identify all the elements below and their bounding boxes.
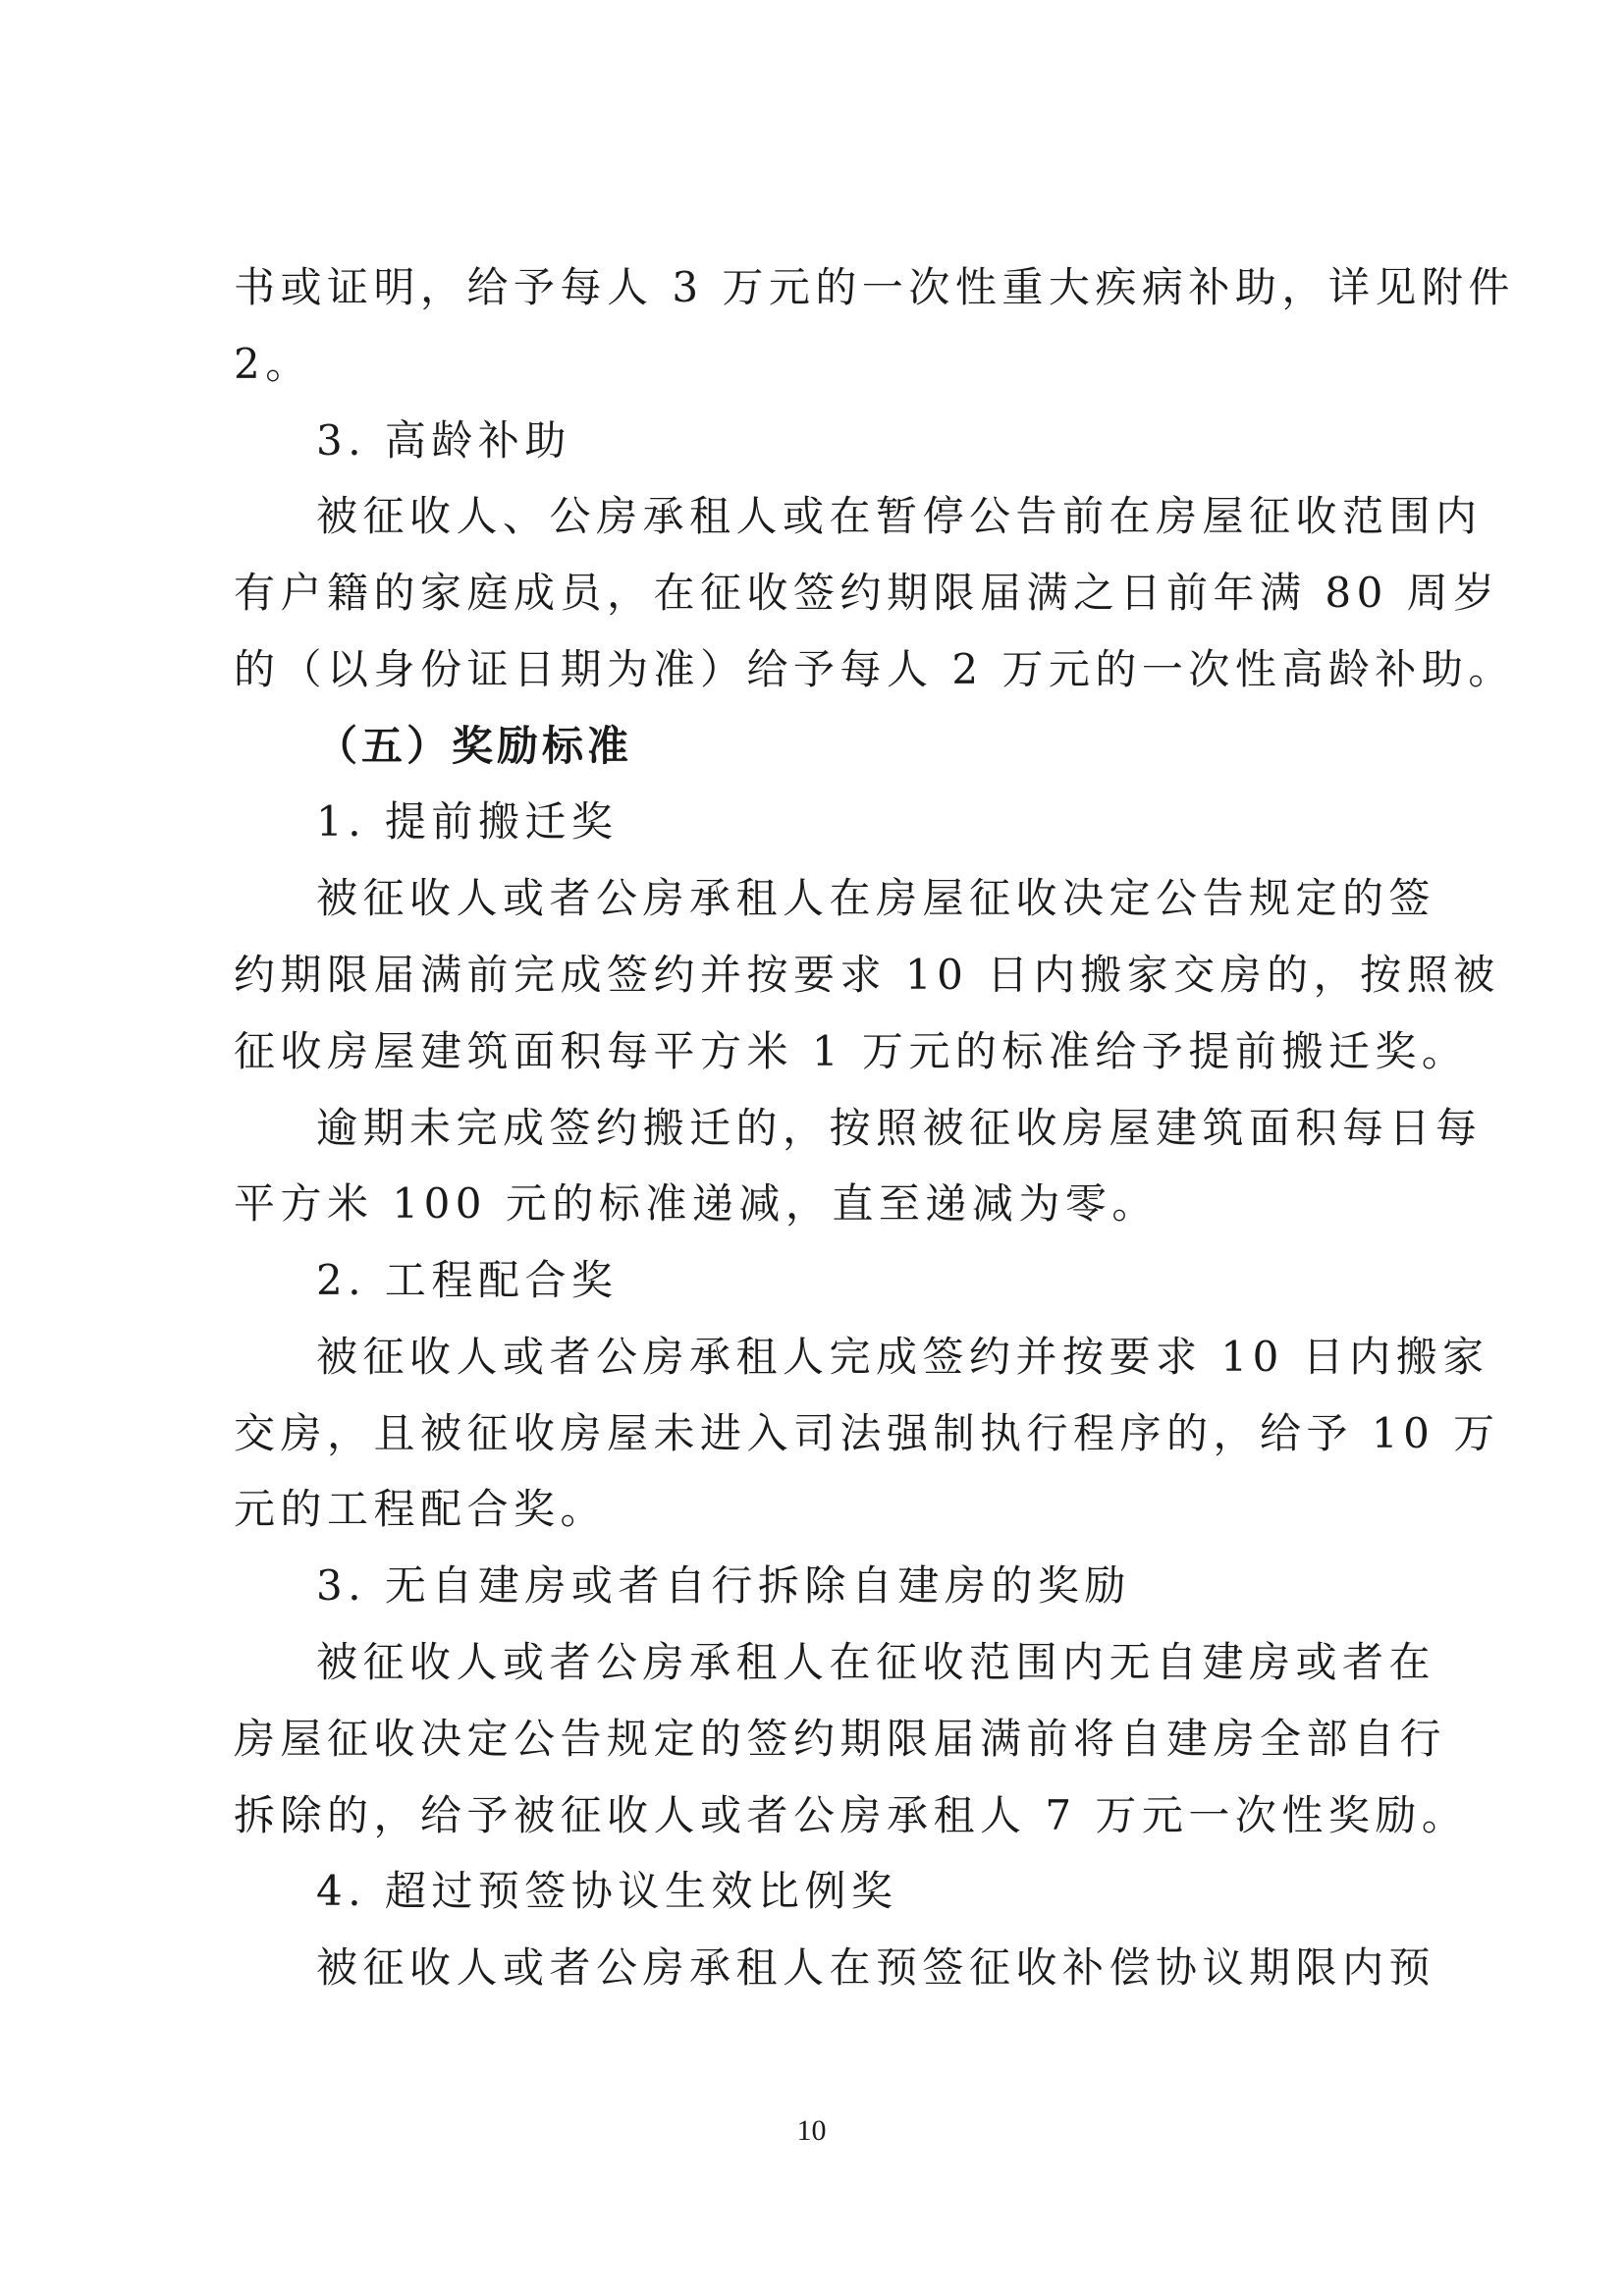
body-text-line: 平方米 100 元的标准递减，直至递减为零。 — [234, 1179, 1159, 1228]
body-text-line: 拆除的，给予被征收人或者公房承租人 7 万元一次性奖励。 — [234, 1791, 1469, 1839]
body-text-line: 被征收人或者公房承租人在征收范围内无自建房或者在 — [316, 1638, 1436, 1686]
body-text-line: 被征收人或者公房承租人完成签约并按要求 10 日内搬家 — [316, 1333, 1489, 1381]
page-number: 10 — [796, 2114, 827, 2147]
body-text-line: 书或证明，给予每人 3 万元的一次性重大疾病补助，详见附件 — [234, 263, 1515, 311]
subsection-heading: 3. 无自建房或者自行拆除自建房的奖励 — [316, 1561, 1131, 1610]
body-text-line: 征收房屋建筑面积每平方米 1 万元的标准给予提前搬迁奖。 — [234, 1027, 1469, 1075]
body-text-line: 元的工程配合奖。 — [234, 1485, 608, 1533]
section-heading: （五）奖励标准 — [316, 722, 633, 770]
subsection-heading: 1. 提前搬迁奖 — [316, 797, 619, 846]
body-text-line: 约期限届满前完成签约并按要求 10 日内搬家交房的，按照被 — [234, 951, 1500, 999]
body-text-line: 逾期未完成签约搬迁的，按照被征收房屋建筑面积每日每 — [316, 1104, 1483, 1152]
body-text-line: 2。 — [234, 340, 312, 388]
subsection-heading: 2. 工程配合奖 — [316, 1256, 619, 1304]
body-text-line: 被征收人或者公房承租人在预签征收补偿协议期限内预 — [316, 1943, 1436, 1992]
body-text-line: 交房，且被征收房屋未进入司法强制执行程序的，给予 10 万 — [234, 1409, 1500, 1457]
body-text-line: 被征收人或者公房承租人在房屋征收决定公告规定的签 — [316, 874, 1436, 922]
body-text-line: 房屋征收决定公告规定的签约期限届满前将自建房全部自行 — [234, 1715, 1447, 1763]
subsection-heading: 4. 超过预签协议生效比例奖 — [316, 1867, 898, 1915]
body-text-line: 有户籍的家庭成员，在征收签约期限届满之日前年满 80 周岁 — [234, 569, 1500, 617]
subsection-heading: 3. 高龄补助 — [316, 416, 571, 465]
body-text-line: 的（以身份证日期为准）给予每人 2 万元的一次性高龄补助。 — [234, 645, 1515, 693]
body-text-line: 被征收人、公房承租人或在暂停公告前在房屋征收范围内 — [316, 492, 1483, 540]
